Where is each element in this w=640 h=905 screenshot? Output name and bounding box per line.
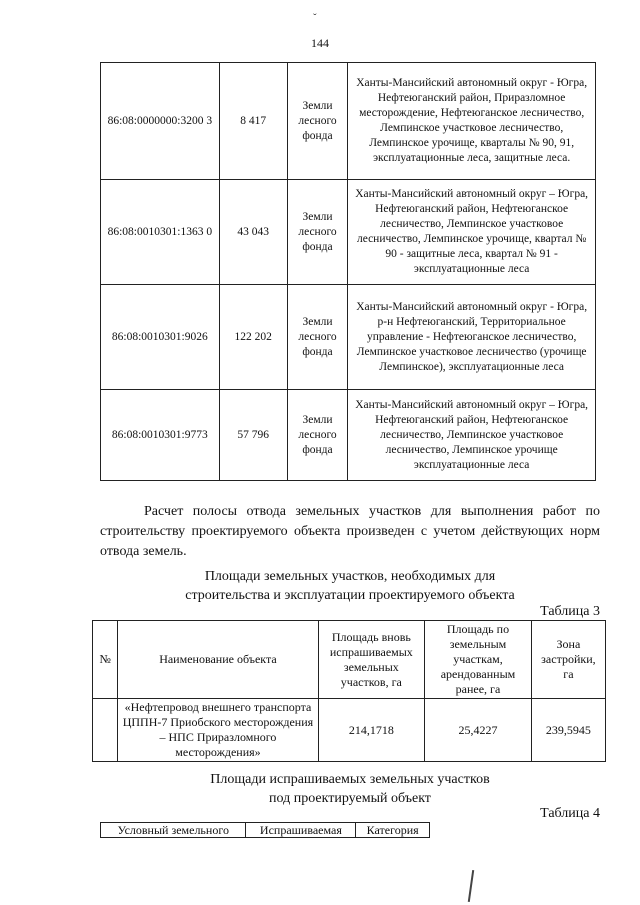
- col-header-leased-area: Площадь по земельным участкам, арендованным ранее, га: [425, 621, 532, 699]
- table4-heading-line2: под проектируемый объект: [269, 791, 431, 806]
- table-row: [101, 285, 596, 390]
- col-header-object-name: Наименование объекта: [118, 621, 318, 699]
- plot-area: 122 202: [219, 285, 287, 390]
- cell-leased-area: 25,4227: [425, 699, 532, 762]
- col-header-zone: Зона застройки, га: [531, 621, 605, 699]
- table-row: [101, 180, 596, 285]
- table-header-row: [101, 823, 430, 838]
- table3-label: Таблица 3: [540, 604, 600, 619]
- cell-object-name: «Нефтепровод внешнего транспорта ЦППН-7 Приобского месторождения – НПС Приразломного месторождения»: [118, 699, 318, 762]
- land-plots-table: [100, 62, 596, 481]
- plot-location: Ханты-Мансийский автономный округ – Югра, Нефтеюганский район, Нефтеюганское лесничество, Лемпинское участковое лесничество, Лемпинское урочище эксплуатационные леса: [348, 390, 596, 481]
- col-header-requested: Испрашиваемая: [246, 823, 356, 838]
- land-category: Земли лесного фонда: [287, 180, 348, 285]
- table4-label: Таблица 4: [540, 806, 600, 821]
- col-header-new-area: Площадь вновь испрашиваемых земельных участков, га: [318, 621, 425, 699]
- table3-heading-line1: Площади земельных участков, необходимых для: [204, 569, 496, 584]
- land-category: Земли лесного фонда: [287, 285, 348, 390]
- land-category: Земли лесного фонда: [287, 390, 348, 481]
- page-number: 144: [311, 36, 329, 50]
- plot-location: Ханты-Мансийский автономный округ - Югра, р-н Нефтеюганский, Территориальное управление - Нефтеюганское лесничество, Лемпинское участковое лесничество (урочище Лемпинское), эксплуатационные леса: [348, 285, 596, 390]
- table-row: [101, 390, 596, 481]
- plot-location: Ханты-Мансийский автономный округ - Югра, Нефтеюганский район, Приразломное месторождение, Нефтеюганское лесничество, Лемпинское участковое лесничество, Лемпинское урочище, кварталы № 90, 91, эксплуатационные леса, защитные леса.: [348, 63, 596, 180]
- cadastral-number: 86:08:0010301:9026: [101, 285, 220, 390]
- scan-mark: ˇ: [313, 12, 317, 24]
- table3-heading: [100, 567, 600, 605]
- plot-area: 43 043: [219, 180, 287, 285]
- plot-location: Ханты-Мансийский автономный округ – Югра, Нефтеюганский район, Нефтеюганское лесничество, Лемпинское участковое лесничество, Лемпинское урочище, квартал № 90 - защитные леса, квартал № 91 - эксплуатационные леса: [348, 180, 596, 285]
- table4-heading-line1: Площади испрашиваемых земельных участков: [210, 772, 490, 787]
- cell-new-area: 214,1718: [318, 699, 425, 762]
- table3: [92, 620, 606, 762]
- table-row: [101, 63, 596, 180]
- body-paragraph: Расчет полосы отвода земельных участков для выполнения работ по строительству проектируемого объекта произведен с учетом действующих норм отвода земель.: [100, 504, 600, 559]
- table4-heading: [100, 770, 600, 808]
- table-header-row: [93, 621, 606, 699]
- col-header-plot: Условный земельного: [101, 823, 246, 838]
- table-row: [93, 699, 606, 762]
- col-header-category: Категория: [356, 823, 430, 838]
- cell-number: [93, 699, 118, 762]
- cadastral-number: 86:08:0010301:9773: [101, 390, 220, 481]
- cadastral-number: 86:08:0010301:1363 0: [101, 180, 220, 285]
- plot-area: 57 796: [219, 390, 287, 481]
- table3-heading-line2: строительства и эксплуатации проектируемого объекта: [185, 588, 515, 603]
- col-header-number: №: [93, 621, 118, 699]
- pen-mark: [468, 870, 474, 902]
- land-category: Земли лесного фонда: [287, 63, 348, 180]
- plot-area: 8 417: [219, 63, 287, 180]
- table4: [100, 822, 430, 838]
- cell-zone: 239,5945: [531, 699, 605, 762]
- cadastral-number: 86:08:0000000:3200 3: [101, 63, 220, 180]
